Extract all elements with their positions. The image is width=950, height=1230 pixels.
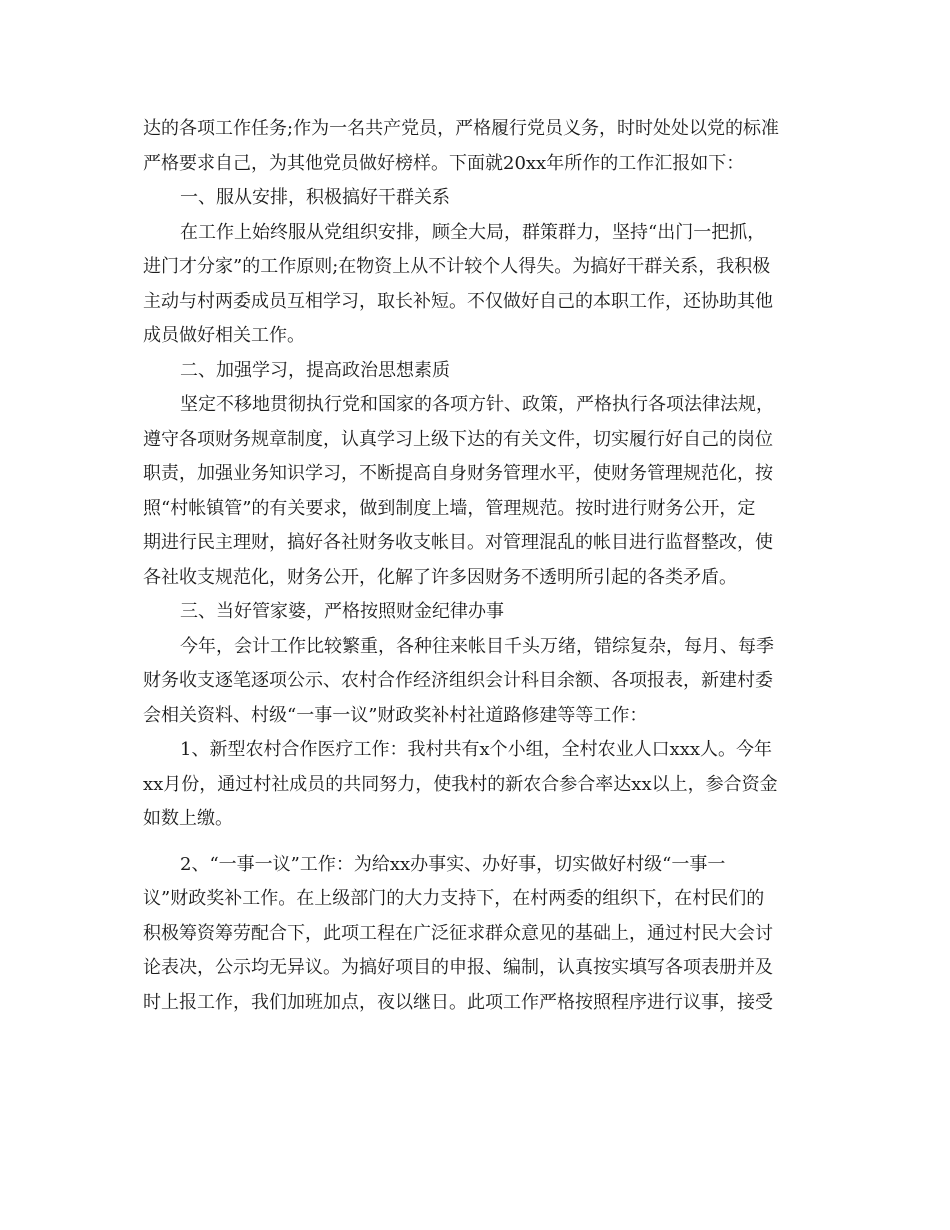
body-line: 今年，会计工作比较繁重，各种往来帐目千头万绪，错综复杂，每月、每季	[180, 635, 774, 657]
body-line: 成员做好相关工作。	[143, 325, 305, 346]
body-line: 财务收支逐笔逐项公示、农村合作经济组织会计科目余额、各项报表，新建村委	[143, 670, 773, 691]
body-line: 遵守各项财务规章制度，认真学习上级下达的有关文件，切实履行好自己的岗位	[143, 428, 773, 450]
body-line: 达的各项工作任务;作为一名共产党员，严格履行党员义务，时时处处以党的标准	[143, 118, 780, 139]
body-line: 时上报工作，我们加班加点，夜以继日。此项工作严格按照程序进行议事，接受	[143, 991, 773, 1013]
body-line: 坚定不移地贯彻执行党和国家的各项方针、政策，严格执行各项法律法规，	[180, 394, 774, 415]
body-line: 会相关资料、村级“一事一议”财政奖补村社道路修建等等工作：	[143, 704, 648, 726]
body-line: 在工作上始终服从党组织安排，顾全大局，群策群力，坚持“出门一把抓，	[180, 221, 766, 243]
body-line: 主动与村两委成员互相学习，取长补短。不仅做好自己的本职工作，还协助其他	[143, 290, 773, 312]
body-line: 积极筹资筹劳配合下，此项工程在广泛征求群众意见的基础上，通过村民大会讨	[143, 922, 773, 944]
section-heading: 一、服从安排，积极搞好干群关系	[180, 187, 450, 208]
body-line: 职责，加强业务知识学习，不断提高自身财务管理水平，使财务管理规范化，按	[143, 463, 773, 484]
paragraph-gap	[143, 837, 808, 848]
body-line: 期进行民主理财，搞好各社财务收支帐目。对管理混乱的帐目进行监督整改，使	[143, 532, 773, 553]
section-heading: 二、加强学习，提高政治思想素质	[180, 359, 450, 381]
section-heading: 三、当好管家婆，严格按照财金纪律办事	[180, 601, 504, 622]
document-body	[143, 112, 808, 1020]
body-line: 照“村帐镇管”的有关要求，做到制度上墙，管理规范。按时进行财务公开，定	[143, 497, 756, 519]
body-line: xx月份，通过村社成员的共同努力，使我村的新农合参合率达xx以上，参合资金	[143, 773, 778, 795]
body-line: 进门才分家”的工作原则;在物资上从不计较个人得失。为搞好干群关系，我积极	[143, 256, 771, 277]
body-line: 论表决，公示均无异议。为搞好项目的申报、编制，认真按实填写各项表册并及	[143, 957, 773, 978]
body-line: 1、新型农村合作医疗工作：我村共有x个小组，全村农业人口xxx人。今年	[180, 739, 773, 760]
body-line: 2、“一事一议”工作：为给xx办事实、办好事，切实做好村级“一事一	[180, 853, 726, 875]
body-line: 议”财政奖补工作。在上级部门的大力支持下，在村两委的组织下，在村民们的	[143, 888, 765, 909]
body-line: 如数上缴。	[143, 808, 233, 829]
body-line: 各社收支规范化，财务公开，化解了许多因财务不透明所引起的各类矛盾。	[143, 566, 737, 588]
body-line: 严格要求自己，为其他党员做好榜样。下面就20xx年所作的工作汇报如下：	[143, 152, 745, 174]
